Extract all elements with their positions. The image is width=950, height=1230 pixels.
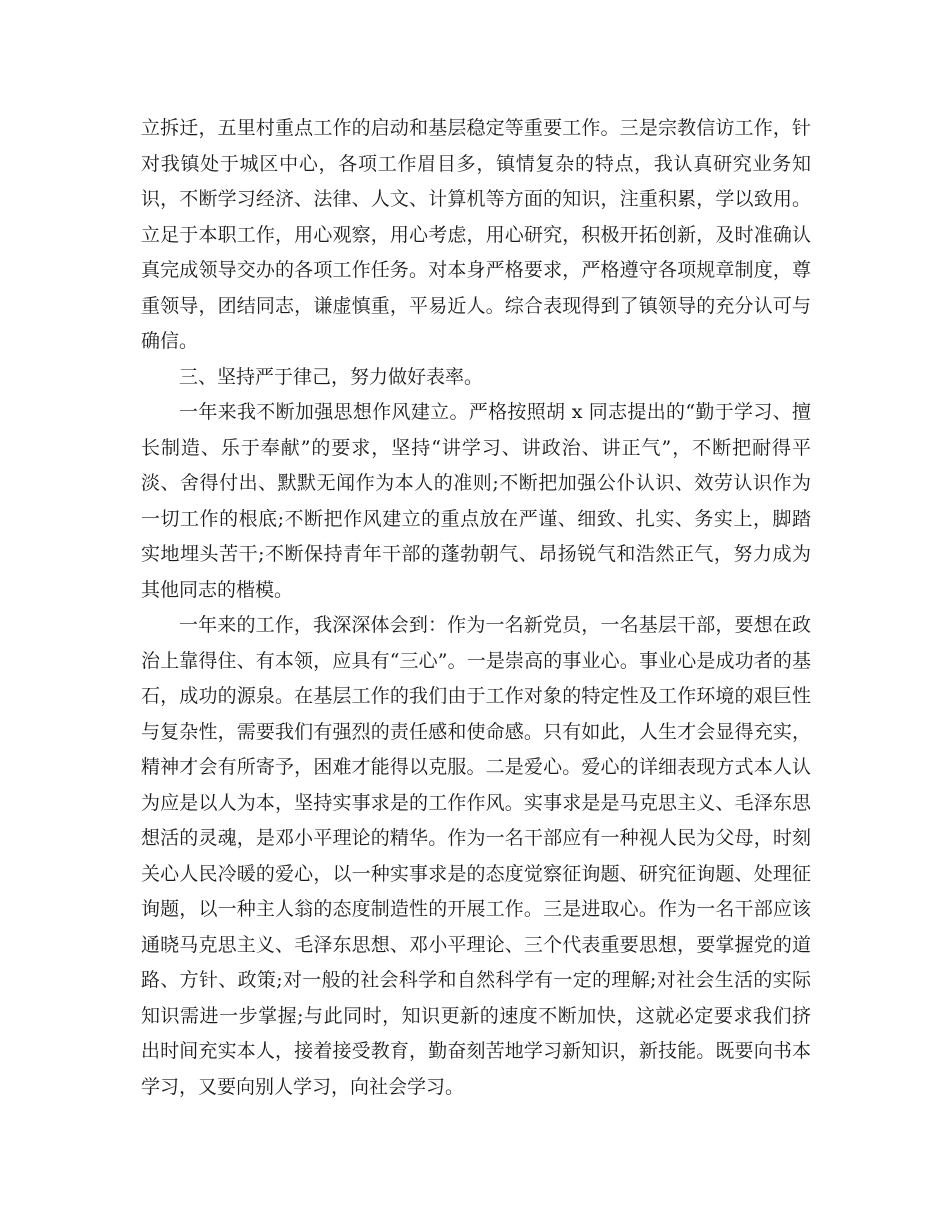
paragraph-1: 立拆迁，五里村重点工作的启动和基层稳定等重要工作。三是宗教信访工作，针对我镇处于城区中心，各项工作眉目多，镇情复杂的特点，我认真研究业务知识，不断学习经济、法律、人文、计算机等方面的知识，注重积累，学以致用。立足于本职工作，用心观察，用心考虑，用心研究，积极开拓创新，及时准确认真完成领导交办的各项工作任务。对本身严格要求，严格遵守各项规章制度，尊重领导，团结同志，谦虚慎重，平易近人。综合表现得到了镇领导的充分认可与确信。 [141, 117, 811, 352]
document-body [141, 111, 811, 1105]
paragraph-2: 一年来我不断加强思想作风建立。严格按照胡 x 同志提出的“勤于学习、擅长制造、乐于奉献”的要求，坚持“讲学习、讲政治、讲正气”，不断把耐得平淡、舍得付出、默默无闻作为本人的准则;不断把加强公仆认识、效劳认识作为一切工作的根底;不断把作风建立的重点放在严谨、细致、扎实、务实上，脚踏实地埋头苦干;不断保持青年干部的蓬勃朝气、昂扬锐气和浩然正气，努力成为其他同志的楷模。 [141, 401, 811, 601]
paragraph-3: 一年来的工作，我深深体会到：作为一名新党员，一名基层干部，要想在政治上靠得住、有本领，应具有“三心”。一是崇高的事业心。事业心是成功者的基石，成功的源泉。在基层工作的我们由于工作对象的特定性及工作环境的艰巨性与复杂性，需要我们有强烈的责任感和使命感。只有如此，人生才会显得充实，精神才会有所寄予，困难才能得以克服。二是爱心。爱心的详细表现方式本人认为应是以人为本，坚持实事求是的工作作风。实事求是是马克思主义、毛泽东思想活的灵魂，是邓小平理论的精华。作为一名干部应有一种视人民为父母，时刻关心人民冷暖的爱心，以一种实事求是的态度觉察征询题、研究征询题、处理征询题，以一种主人翁的态度制造性的开展工作。三是进取心。作为一名干部应该通晓马克思主义、毛泽东思想、邓小平理论、三个代表重要思想，要掌握党的道路、方针、政策;对一般的社会科学和自然科学有一定的理解;对社会生活的实际知识需进一步掌握;与此同时，知识更新的速度不断加快，这就必定要求我们挤出时间充实本人，接着接受教育，勤奋刻苦地学习新知识，新技能。既要向书本学习，又要向别人学习，向社会学习。 [141, 614, 811, 1098]
section-heading-3: 三、坚持严于律己，努力做好表率。 [179, 365, 484, 388]
